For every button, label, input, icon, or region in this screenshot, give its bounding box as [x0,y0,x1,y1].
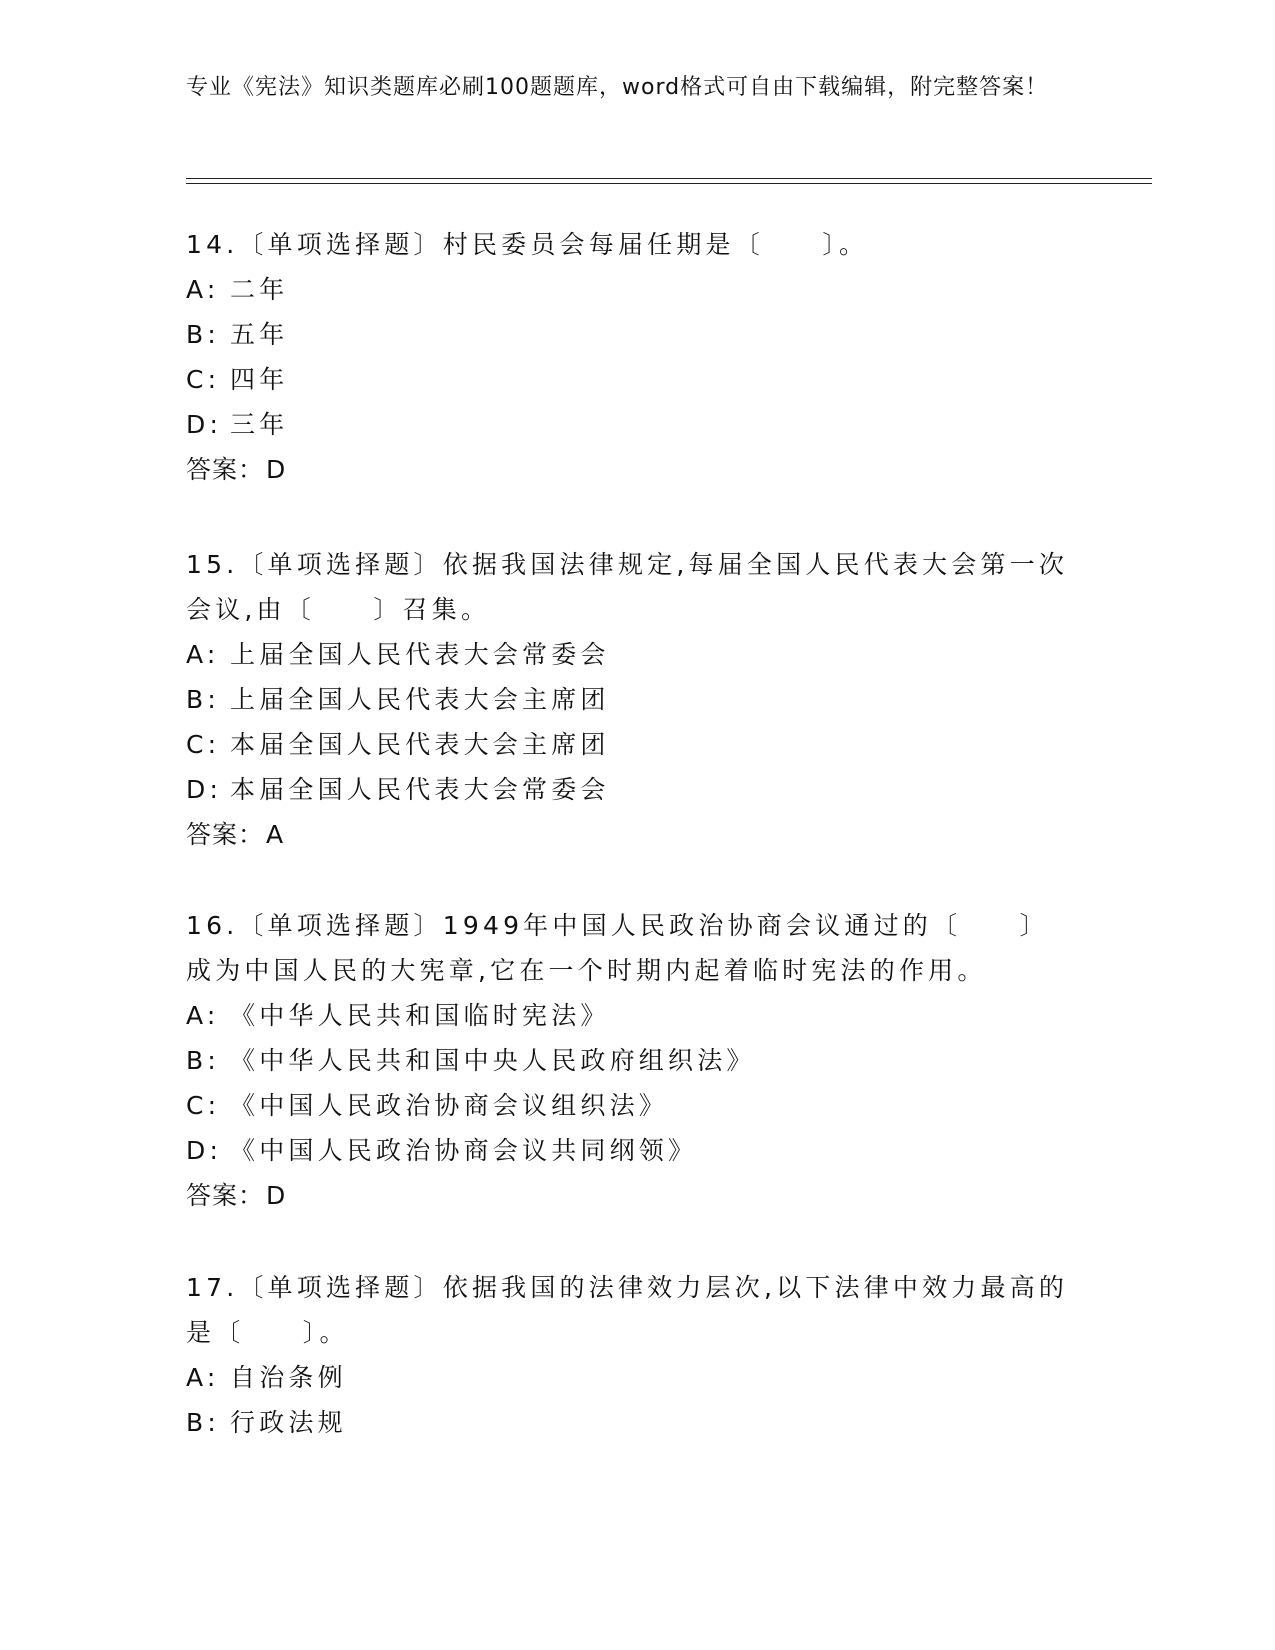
option-label: A: [186,1363,220,1392]
option-text: 四年 [230,365,289,394]
option-text: 本届全国人民代表大会常委会 [230,775,610,804]
option-d [186,767,1076,812]
option-b [186,312,1076,357]
question-17 [186,1265,1076,1445]
answer-label: 答案： [186,820,265,849]
question-stem: 14.〔单项选择题〕村民委员会每届任期是〔 〕。 [186,230,869,259]
option-label: C: [186,365,221,394]
answer-label: 答案： [186,455,265,484]
option-label: A: [186,640,220,669]
option-a [186,993,1076,1038]
question-stem: 16.〔单项选择题〕1949年中国人民政治协商会议通过的〔 〕成为中国人民的大宪章,它在一个时期内起着临时宪法的作用。 [186,911,1049,985]
option-label: D: [186,1136,223,1165]
option-label: B: [186,1408,220,1437]
option-label: D: [186,410,223,439]
option-label: C: [186,730,221,759]
option-d [186,1128,1076,1173]
option-text: 上届全国人民代表大会常委会 [230,640,610,669]
header-divider-top [186,178,1152,179]
option-b [186,677,1076,722]
option-label: A: [186,275,220,304]
option-text: 《中华人民共和国中央人民政府组织法》 [230,1046,756,1075]
answer-label: 答案： [186,1181,265,1210]
answer-value: A [266,820,285,849]
option-a [186,632,1076,677]
option-b [186,1400,1076,1445]
option-text: 本届全国人民代表大会主席团 [230,730,610,759]
option-label: D: [186,775,223,804]
option-text: 自治条例 [230,1363,347,1392]
option-text: 三年 [230,410,289,439]
answer-line [186,447,1076,492]
option-text: 行政法规 [230,1408,347,1437]
option-text: 《中国人民政治协商会议共同纲领》 [230,1136,698,1165]
option-text: 上届全国人民代表大会主席团 [230,685,610,714]
option-b [186,1038,1076,1083]
option-label: B: [186,1046,220,1075]
question-stem: 17.〔单项选择题〕依据我国的法律效力层次,以下法律中效力最高的是〔 〕。 [186,1273,1069,1347]
option-text: 《中华人民共和国临时宪法》 [230,1001,610,1030]
option-c [186,1083,1076,1128]
option-text: 五年 [230,320,289,349]
option-text: 《中国人民政治协商会议组织法》 [230,1091,669,1120]
question-14 [186,222,1076,492]
answer-line [186,812,1076,857]
answer-value: D [266,455,287,484]
option-a [186,1355,1076,1400]
option-label: B: [186,320,220,349]
option-c [186,357,1076,402]
question-stem: 15.〔单项选择题〕依据我国法律规定,每届全国人民代表大会第一次会议,由〔 〕召集。 [186,550,1069,624]
header-divider-bottom [186,183,1152,184]
question-15 [186,542,1076,857]
option-c [186,722,1076,767]
option-a [186,267,1076,312]
option-label: A: [186,1001,220,1030]
answer-line [186,1173,1076,1218]
intro-text: 专业《宪法》知识类题库必刷100题题库，word格式可自由下载编辑，附完整答案！ [186,75,1049,100]
option-text: 二年 [230,275,289,304]
option-label: C: [186,1091,221,1120]
option-label: B: [186,685,220,714]
answer-value: D [266,1181,287,1210]
question-16 [186,903,1076,1218]
option-d [186,402,1076,447]
